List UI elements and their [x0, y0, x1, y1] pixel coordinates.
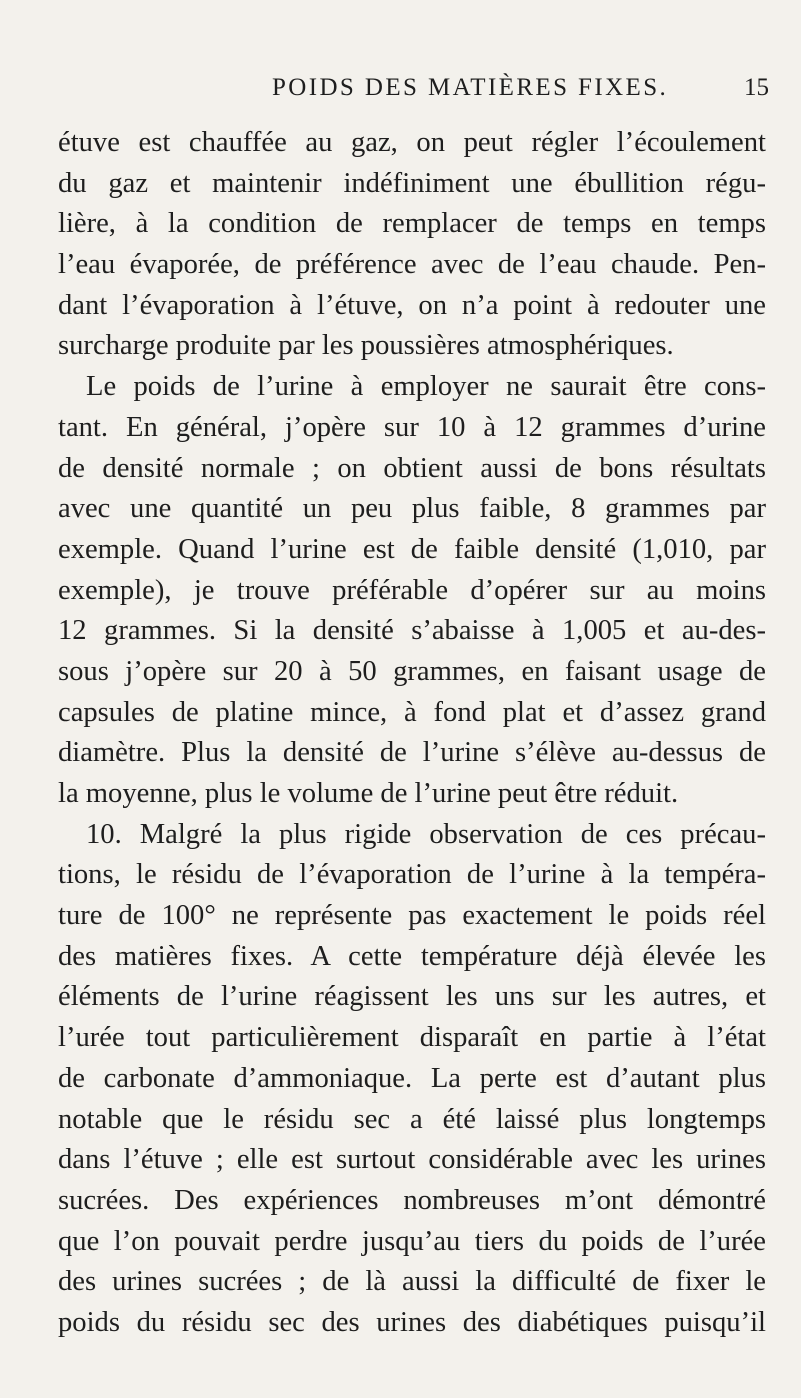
running-title: POIDS DES MATIÈRES FIXES.: [272, 74, 669, 101]
text-line: capsules de platine mince, à fond plat et d’assez grand: [58, 696, 766, 728]
text-line: sucrées. Des expériences nombreuses m’ont démontré: [58, 1184, 766, 1216]
text-line: ture de 100° ne représente pas exactement le poids réel: [58, 900, 766, 932]
text-line: que l’on pouvait perdre jusqu’au tiers du poids de l’urée: [58, 1225, 766, 1257]
text-line: dant l’évaporation à l’étuve, on n’a point à redouter une: [58, 289, 766, 321]
body-text: [58, 123, 766, 1344]
text-line: poids du résidu sec des urines des diabétiques puisqu’il: [58, 1306, 766, 1338]
text-line: exemple), je trouve préférable d’opérer sur au moins: [58, 574, 766, 606]
text-line: 12 grammes. Si la densité s’abaisse à 1,005 et au-des-: [58, 615, 766, 647]
text-line: tant. En général, j’opère sur 10 à 12 grammes d’urine: [58, 411, 766, 443]
text-line: la moyenne, plus le volume de l’urine peut être réduit.: [58, 778, 679, 809]
text-line: l’urée tout particulièrement disparaît en partie à l’état: [58, 1022, 766, 1054]
text-line: éléments de l’urine réagissent les uns sur les autres, et: [58, 981, 766, 1013]
page-number: 15: [744, 74, 769, 101]
text-line: l’eau évaporée, de préférence avec de l’eau chaude. Pen-: [58, 249, 766, 281]
text-line: des matières fixes. A cette température déjà élevée les: [58, 940, 766, 972]
text-line: diamètre. Plus la densité de l’urine s’élève au-dessus de: [58, 737, 766, 769]
text-line: exemple. Quand l’urine est de faible densité (1,010, par: [58, 533, 766, 565]
text-line: tions, le résidu de l’évaporation de l’urine à la tempéra-: [58, 859, 766, 891]
text-line: du gaz et maintenir indéfiniment une ébullition régu-: [58, 167, 766, 199]
text-line: de carbonate d’ammoniaque. La perte est d’autant plus: [58, 1062, 766, 1094]
running-head: [272, 74, 769, 108]
text-line: lière, à la condition de remplacer de temps en temps: [58, 208, 766, 240]
text-line: 10. Malgré la plus rigide observation de ces précau-: [86, 818, 766, 850]
text-line: des urines sucrées ; de là aussi la difficulté de fixer le: [58, 1266, 766, 1298]
text-line: avec une quantité un peu plus faible, 8 grammes par: [58, 493, 766, 525]
text-line: Le poids de l’urine à employer ne saurait être cons-: [86, 371, 766, 403]
text-line: surcharge produite par les poussières atmosphériques.: [58, 330, 674, 362]
text-line: étuve est chauffée au gaz, on peut régler l’écoulement: [58, 127, 766, 158]
text-line: notable que le résidu sec a été laissé plus longtemps: [58, 1103, 766, 1135]
text-line: de densité normale ; on obtient aussi de bons résultats: [58, 452, 766, 484]
text-line: dans l’étuve ; elle est surtout considérable avec les urines: [58, 1144, 766, 1176]
text-line: sous j’opère sur 20 à 50 grammes, en faisant usage de: [58, 655, 766, 687]
